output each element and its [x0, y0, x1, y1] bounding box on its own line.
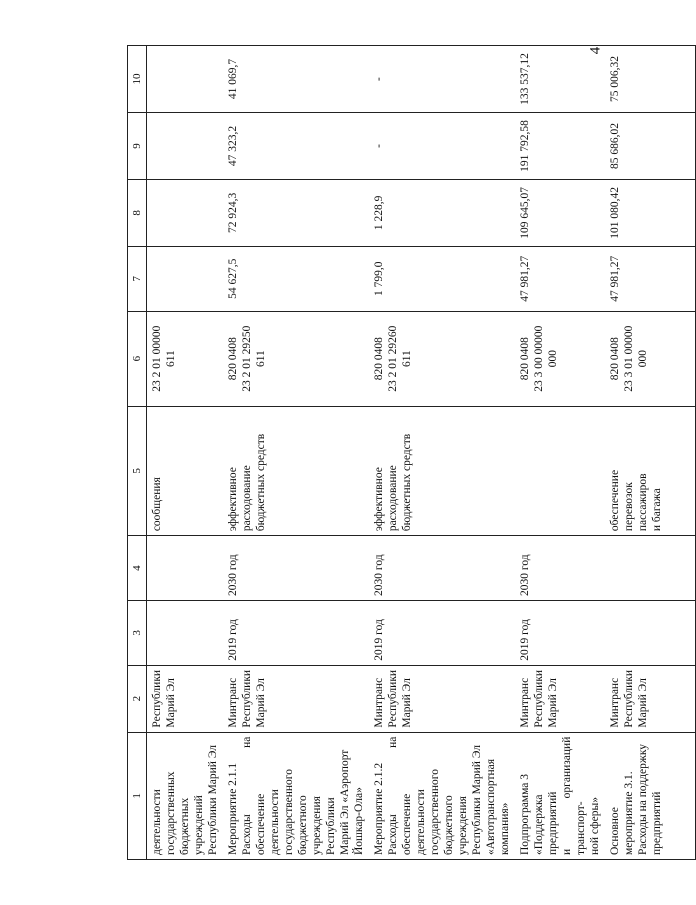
cell-text: 2030 год: [373, 554, 385, 596]
cell-line: 611: [401, 350, 413, 368]
cell-line: 23 2 01 00000: [151, 325, 163, 392]
cell-line: расходование: [241, 465, 253, 532]
cell-line: Расходы на обеспечение: [241, 736, 267, 855]
cell-text: 54 627,5: [227, 258, 239, 299]
cell-col-9: [369, 113, 515, 180]
cell-col-2: [369, 665, 515, 732]
cell-text: 2030 год: [519, 554, 531, 596]
cell-line: деятельности: [415, 789, 427, 855]
cell-line: 820 0408: [227, 337, 239, 381]
cell-line: 23 2 01 29260: [387, 325, 399, 392]
cell-line: 611: [255, 350, 267, 368]
cell-line: Минтранс: [609, 677, 621, 728]
table-row: [605, 46, 695, 860]
cell-col-10: [515, 46, 605, 113]
cell-line: мероприятие 3.1.: [623, 771, 635, 855]
cell-col-3: [515, 600, 605, 665]
cell-col-7: [369, 246, 515, 311]
cell-text: 85 686,02: [609, 122, 621, 169]
cell-col-5: [223, 406, 369, 536]
cell-line: Основное: [609, 807, 621, 855]
col-header-8: 8: [128, 179, 147, 246]
cell-line: Республики: [387, 669, 399, 728]
cell-col-9: [147, 113, 224, 180]
cell-col-6: [223, 311, 369, 406]
cell-line: бюджетных средств: [255, 433, 267, 532]
table-row: [223, 46, 369, 860]
cell-col-9: [605, 113, 695, 180]
table-row: [515, 46, 605, 860]
cell-line: Минтранс: [519, 677, 531, 728]
cell-line: 820 0408: [373, 337, 385, 381]
cell-line: бюджетных средств: [401, 433, 413, 532]
cell-col-7: [147, 246, 224, 311]
cell-text: 191 792,58: [519, 120, 531, 172]
cell-line: Расходы на поддержку: [637, 743, 649, 855]
cell-line: Минтранс: [227, 677, 239, 728]
cell-text: 41 069,7: [227, 58, 239, 100]
cell-line: ной сферы»: [589, 797, 601, 855]
budget-table: [127, 45, 696, 860]
cell-col-7: [223, 246, 369, 311]
cell-text: 2019 год: [373, 619, 385, 661]
cell-line: и багажа: [651, 488, 663, 532]
cell-line: Республики Марий Эл: [207, 744, 219, 855]
cell-line: Марий Эл: [255, 678, 267, 728]
col-header-10: 10: [128, 46, 147, 113]
cell-text: 133 537,12: [519, 53, 531, 105]
cell-line: государственного: [429, 769, 441, 855]
cell-line: обеспечение: [609, 469, 621, 532]
cell-line: расходование: [387, 465, 399, 532]
cell-col-5: [605, 406, 695, 536]
cell-line: Республики Марий Эл: [471, 744, 483, 855]
cell-line: Мероприятие 2.1.2: [373, 762, 385, 855]
cell-line: «Автотранспортная: [485, 758, 497, 855]
cell-line: бюджетного учреждения: [297, 795, 323, 855]
table-row: [369, 46, 515, 860]
cell-line: Марий Эл: [637, 678, 649, 728]
cell-col-4: [223, 536, 369, 601]
col-header-5: 5: [128, 406, 147, 536]
cell-line: Расходы на обеспечение: [387, 736, 413, 855]
cell-line: Йошкар-Ола»: [353, 787, 365, 855]
cell-line: государственного: [283, 769, 295, 855]
cell-col-2: [223, 665, 369, 732]
cell-col-1: [515, 732, 605, 859]
cell-text: 2019 год: [227, 619, 239, 661]
cell-text: 2030 год: [227, 554, 239, 596]
col-header-1: 1: [128, 732, 147, 859]
col-header-3: 3: [128, 600, 147, 665]
col-header-6: 6: [128, 311, 147, 406]
cell-line: Марий Эл «Аэропорт: [339, 749, 351, 855]
cell-col-1: [369, 732, 515, 859]
cell-col-7: [515, 246, 605, 311]
cell-line: Республики: [151, 669, 163, 728]
cell-col-5: [515, 406, 605, 536]
cell-line: 820 0408: [519, 337, 531, 381]
cell-line: Республики: [533, 669, 545, 728]
table-body: [147, 46, 696, 860]
cell-text: 2019 год: [519, 619, 531, 661]
cell-text: -: [373, 144, 385, 148]
cell-line: Марий Эл: [547, 678, 559, 728]
cell-text: 72 924,3: [227, 192, 239, 234]
cell-line: 000: [637, 350, 649, 368]
cell-col-4: [147, 536, 224, 601]
cell-line: Подпрограмма 3: [519, 773, 531, 855]
cell-line: 23 2 01 29250: [241, 325, 253, 392]
page-number: 4: [587, 46, 604, 55]
cell-col-5: [369, 406, 515, 536]
cell-col-4: [515, 536, 605, 601]
col-header-2: 2: [128, 665, 147, 732]
cell-col-10: [605, 46, 695, 113]
cell-line: Республики: [325, 797, 337, 855]
cell-col-8: [369, 179, 515, 246]
cell-col-6: [147, 311, 224, 406]
cell-text: 109 645,07: [519, 187, 531, 239]
cell-line: эффективное: [373, 467, 385, 532]
cell-col-3: [369, 600, 515, 665]
cell-col-3: [605, 600, 695, 665]
cell-text: 47 323,2: [227, 125, 239, 167]
cell-line: компания»: [499, 802, 511, 855]
cell-line: Минтранс: [373, 677, 385, 728]
cell-line: 23 3 01 00000: [623, 325, 635, 392]
cell-col-2: [605, 665, 695, 732]
cell-line: 000: [547, 350, 559, 368]
cell-line: деятельности: [151, 789, 163, 855]
cell-col-4: [605, 536, 695, 601]
cell-line: государственных: [165, 771, 177, 855]
cell-line: Республики: [623, 669, 635, 728]
cell-col-2: [147, 665, 224, 732]
cell-col-7: [605, 246, 695, 311]
cell-line: предприятий: [651, 791, 663, 855]
cell-line: эффективное: [227, 467, 239, 532]
cell-line: «Поддержка предприятий: [533, 791, 559, 855]
cell-col-3: [223, 600, 369, 665]
cell-col-10: [147, 46, 224, 113]
cell-line: 611: [165, 350, 177, 368]
cell-line: бюджетного учреждения: [443, 795, 469, 855]
cell-text: 47 981,27: [609, 255, 621, 302]
col-header-9: 9: [128, 113, 147, 180]
cell-col-3: [147, 600, 224, 665]
cell-line: бюджетных учреждений: [179, 795, 205, 855]
cell-col-1: [223, 732, 369, 859]
cell-line: деятельности: [269, 789, 281, 855]
cell-line: пассажиров: [637, 473, 649, 532]
cell-line: перевозок: [623, 482, 635, 532]
cell-col-8: [605, 179, 695, 246]
cell-col-5: [147, 406, 224, 536]
cell-line: сообщения: [151, 477, 163, 532]
column-number-row: [128, 46, 147, 860]
cell-text: 47 981,27: [519, 255, 531, 302]
cell-text: 75 006,32: [609, 56, 621, 103]
cell-col-6: [605, 311, 695, 406]
cell-line: 23 3 00 00000: [533, 325, 545, 392]
cell-text: -: [373, 77, 385, 81]
cell-text: 101 080,42: [609, 187, 621, 239]
cell-line: Республики: [241, 669, 253, 728]
cell-col-1: [605, 732, 695, 859]
cell-col-10: [223, 46, 369, 113]
table-row: [147, 46, 224, 860]
cell-text: 1 799,0: [373, 261, 385, 296]
cell-col-6: [369, 311, 515, 406]
col-header-4: 4: [128, 536, 147, 601]
cell-text: 1 228,9: [373, 195, 385, 231]
cell-col-9: [223, 113, 369, 180]
cell-col-9: [515, 113, 605, 180]
cell-line: 820 0408: [609, 337, 621, 381]
cell-col-10: [369, 46, 515, 113]
cell-line: Марий Эл: [401, 678, 413, 728]
cell-line: и организаций транспорт-: [561, 736, 587, 855]
cell-col-8: [147, 179, 224, 246]
cell-col-6: [515, 311, 605, 406]
cell-col-1: [147, 732, 224, 859]
col-header-7: 7: [128, 246, 147, 311]
cell-line: Мероприятие 2.1.1: [227, 762, 239, 855]
cell-line: Марий Эл: [165, 678, 177, 728]
cell-col-8: [223, 179, 369, 246]
cell-col-2: [515, 665, 605, 732]
cell-col-8: [515, 179, 605, 246]
cell-col-4: [369, 536, 515, 601]
rotated-table-container: [127, 45, 663, 860]
